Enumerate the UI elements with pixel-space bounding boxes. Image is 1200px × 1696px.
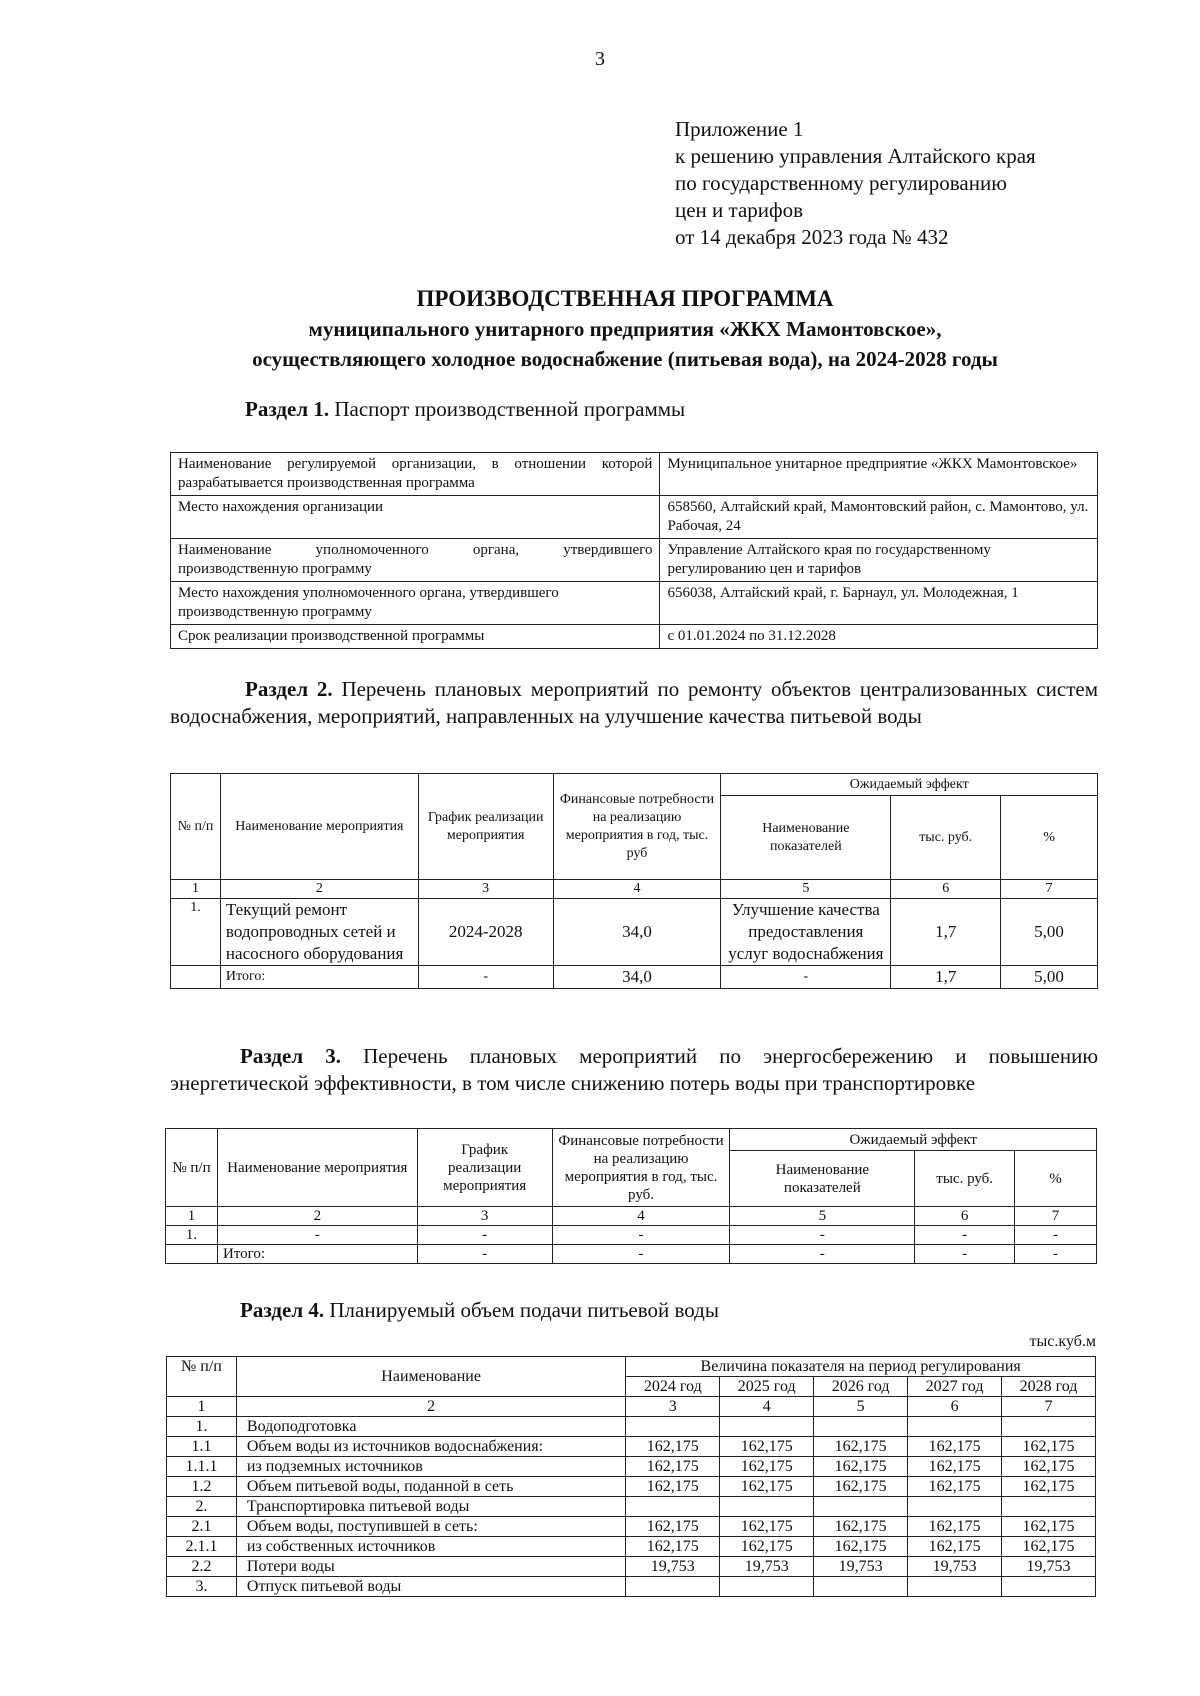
col-number: 3 [626, 1397, 720, 1417]
cell-value: 19,753 [720, 1557, 814, 1577]
cell-schedule: - [417, 1245, 552, 1264]
cell-value [626, 1577, 720, 1597]
cell-name: из собственных источников [236, 1537, 625, 1557]
col-number: 5 [721, 880, 891, 899]
passport-key: Срок реализации производственной программы [171, 625, 660, 649]
cell-value: 162,175 [626, 1537, 720, 1557]
section4-text: Планируемый объем подачи питьевой воды [329, 1298, 719, 1322]
cell-value: 162,175 [1002, 1457, 1096, 1477]
section2-text: Перечень плановых мероприятий по ремонту объектов централизованных систем водоснабжения, мероприятий, направленных на улучшение качества питьевой воды [170, 677, 1098, 728]
cell-value: 19,753 [908, 1557, 1002, 1577]
col-number: 4 [553, 880, 721, 899]
col-header-year: 2028 год [1002, 1377, 1096, 1397]
cell-value: 162,175 [908, 1537, 1002, 1557]
col-number: 6 [908, 1397, 1002, 1417]
cell-value: 162,175 [814, 1537, 908, 1557]
col-number: 6 [891, 880, 1001, 899]
unit-label: тыс.куб.м [1029, 1333, 1096, 1350]
cell-value: 162,175 [814, 1477, 908, 1497]
passport-key: Наименование уполномоченного органа, утвердившего производственную программу [171, 539, 660, 582]
section4-label: Раздел 4. [240, 1298, 325, 1322]
table-row [167, 1457, 1096, 1477]
table-row [167, 1477, 1096, 1497]
section2-heading [170, 676, 1098, 730]
page-number: 3 [595, 48, 605, 70]
title-main: ПРОИЗВОДСТВЕННАЯ ПРОГРАММА [416, 286, 834, 311]
col-number: 5 [814, 1397, 908, 1417]
energy-measures-table [165, 1128, 1097, 1264]
cell-num: 1. [171, 899, 221, 966]
table-header-row [167, 1357, 1096, 1377]
col-header-year: 2025 год [720, 1377, 814, 1397]
cell-value: 162,175 [814, 1437, 908, 1457]
cell-value: 162,175 [626, 1437, 720, 1457]
cell-num: 1.2 [167, 1477, 237, 1497]
col-number: 4 [552, 1207, 730, 1226]
table-header-row [166, 1129, 1097, 1151]
col-header-year: 2026 год [814, 1377, 908, 1397]
cell-name: из подземных источников [236, 1457, 625, 1477]
cell-schedule: 2024-2028 [418, 899, 553, 966]
cell-schedule: - [418, 966, 553, 989]
cell-value [626, 1417, 720, 1437]
cell-value: 162,175 [1002, 1477, 1096, 1497]
cell-name: Отпуск питьевой воды [236, 1577, 625, 1597]
section4-heading [240, 1297, 719, 1324]
section1-heading [245, 396, 685, 423]
appendix-line: по государственному регулированию [675, 171, 1007, 195]
cell-num: 2. [167, 1497, 237, 1517]
cell-pct: - [1015, 1245, 1097, 1264]
cell-indicator: Улучшение качества предоставления услуг водоснабжения [721, 899, 891, 966]
cell-value: 162,175 [626, 1477, 720, 1497]
col-number: 1 [171, 880, 221, 899]
passport-value: Муниципальное унитарное предприятие «ЖКХ Мамонтовское» [660, 453, 1098, 496]
cell-value [1002, 1577, 1096, 1597]
cell-name: Объем воды, поступившей в сеть: [236, 1517, 625, 1537]
col-header-indicator: Наименование показателей [730, 1151, 915, 1207]
cell-pct: 5,00 [1001, 899, 1098, 966]
cell-name: Объем питьевой воды, поданной в сеть [236, 1477, 625, 1497]
cell-num: 2.1.1 [167, 1537, 237, 1557]
col-number: 3 [418, 880, 553, 899]
cell-value: 162,175 [720, 1517, 814, 1537]
appendix-line: цен и тарифов [675, 198, 804, 222]
cell-num: 1. [166, 1226, 218, 1245]
table-header-row [171, 774, 1098, 796]
col-number: 7 [1002, 1397, 1096, 1417]
cell-value [720, 1417, 814, 1437]
cell-name: Транспортировка питьевой воды [236, 1497, 625, 1517]
col-header-num: № п/п [171, 774, 221, 880]
col-header-finance: Финансовые потребности на реализацию мероприятия в год, тыс. руб. [552, 1129, 730, 1207]
cell-name: Потери воды [236, 1557, 625, 1577]
cell-pct: - [1015, 1226, 1097, 1245]
col-number: 3 [417, 1207, 552, 1226]
col-header-effect: Ожидаемый эффект [730, 1129, 1097, 1151]
cell-rub: - [915, 1226, 1015, 1245]
table-row [167, 1437, 1096, 1457]
cell-rub: 1,7 [891, 966, 1001, 989]
table-row [171, 625, 1098, 649]
section3-heading [170, 1043, 1098, 1097]
table-row [171, 899, 1098, 966]
table-row [167, 1577, 1096, 1597]
passport-value: с 01.01.2024 по 31.12.2028 [660, 625, 1098, 649]
cell-value: 19,753 [814, 1557, 908, 1577]
cell-value [626, 1497, 720, 1517]
cell-indicator: - [730, 1226, 915, 1245]
section2-label: Раздел 2. [245, 677, 333, 701]
total-label: Итого: [217, 1245, 417, 1264]
section3-label: Раздел 3. [240, 1044, 341, 1068]
cell-value [1002, 1417, 1096, 1437]
cell-indicator: - [730, 1245, 915, 1264]
cell-finance: 34,0 [553, 966, 721, 989]
water-volume-rows [167, 1417, 1096, 1597]
appendix-header [675, 116, 1036, 251]
section3-text: Перечень плановых мероприятий по энергосбережению и повышению энергетической эффективности, в том числе снижению потерь воды при транспортировке [170, 1044, 1099, 1095]
cell-value: 162,175 [720, 1457, 814, 1477]
cell-schedule: - [417, 1226, 552, 1245]
cell-name: Водоподготовка [236, 1417, 625, 1437]
cell-value: 162,175 [1002, 1437, 1096, 1457]
table-row [167, 1557, 1096, 1577]
passport-key: Место нахождения организации [171, 496, 660, 539]
passport-value: 656038, Алтайский край, г. Барнаул, ул. Молодежная, 1 [660, 582, 1098, 625]
col-header-schedule: График реализации мероприятия [418, 774, 553, 880]
cell-value [908, 1497, 1002, 1517]
cell-num [171, 966, 221, 989]
cell-num: 1. [167, 1417, 237, 1437]
col-number: 1 [166, 1207, 218, 1226]
col-header-year: 2027 год [908, 1377, 1002, 1397]
passport-table [170, 452, 1098, 649]
cell-value: 162,175 [626, 1457, 720, 1477]
cell-value [720, 1497, 814, 1517]
document-title [150, 284, 1100, 374]
section1-label: Раздел 1. [245, 397, 330, 421]
table-row [167, 1517, 1096, 1537]
col-header-schedule: График реализации мероприятия [417, 1129, 552, 1207]
total-label: Итого: [220, 966, 418, 989]
total-row [166, 1245, 1097, 1264]
passport-value: 658560, Алтайский край, Мамонтовский район, с. Мамонтово, ул. Рабочая, 24 [660, 496, 1098, 539]
repair-measures-table [170, 773, 1098, 989]
title-line: муниципального унитарного предприятия «ЖКХ Мамонтовское», [308, 317, 942, 341]
cell-value: 162,175 [1002, 1517, 1096, 1537]
col-header-name: Наименование мероприятия [220, 774, 418, 880]
col-header-rub: тыс. руб. [891, 796, 1001, 880]
table-row [171, 539, 1098, 582]
passport-key: Место нахождения уполномоченного органа, утвердившего производственную программу [171, 582, 660, 625]
col-number: 2 [217, 1207, 417, 1226]
col-number: 5 [730, 1207, 915, 1226]
table-row [167, 1417, 1096, 1437]
table-row [167, 1497, 1096, 1517]
appendix-line: к решению управления Алтайского края [675, 144, 1036, 168]
title-line: осуществляющего холодное водоснабжение (питьевая вода), на 2024-2028 годы [252, 347, 998, 371]
cell-value: 162,175 [626, 1517, 720, 1537]
col-number: 2 [220, 880, 418, 899]
cell-value [814, 1497, 908, 1517]
appendix-line: от 14 декабря 2023 года № 432 [675, 225, 949, 249]
cell-value: 162,175 [814, 1457, 908, 1477]
total-row [171, 966, 1098, 989]
col-header-num: № п/п [166, 1129, 218, 1207]
col-header-pct: % [1015, 1151, 1097, 1207]
cell-value [908, 1417, 1002, 1437]
water-volume-table [166, 1356, 1096, 1597]
cell-num: 2.1 [167, 1517, 237, 1537]
col-header-finance: Финансовые потребности на реализацию мероприятия в год, тыс. руб [553, 774, 721, 880]
cell-name: Объем воды из источников водоснабжения: [236, 1437, 625, 1457]
column-number-row [166, 1207, 1097, 1226]
cell-value: 162,175 [908, 1517, 1002, 1537]
col-number: 4 [720, 1397, 814, 1417]
cell-rub: 1,7 [891, 899, 1001, 966]
cell-value: 162,175 [814, 1517, 908, 1537]
cell-value: 162,175 [720, 1537, 814, 1557]
cell-value [1002, 1497, 1096, 1517]
cell-num: 2.2 [167, 1557, 237, 1577]
passport-value: Управление Алтайского края по государственному регулированию цен и тарифов [660, 539, 1098, 582]
cell-value: 162,175 [908, 1477, 1002, 1497]
section1-text: Паспорт производственной программы [334, 397, 686, 421]
cell-name: - [217, 1226, 417, 1245]
cell-num [166, 1245, 218, 1264]
appendix-line: Приложение 1 [675, 117, 804, 141]
cell-finance: - [552, 1226, 730, 1245]
cell-value: 162,175 [908, 1437, 1002, 1457]
table-row [171, 496, 1098, 539]
cell-value [720, 1577, 814, 1597]
cell-num: 1.1.1 [167, 1457, 237, 1477]
passport-key: Наименование регулируемой организации, в отношении которой разрабатывается производственная программа [171, 453, 660, 496]
cell-num: 3. [167, 1577, 237, 1597]
col-number: 7 [1001, 880, 1098, 899]
col-number: 6 [915, 1207, 1015, 1226]
col-header-period: Величина показателя на период регулирования [626, 1357, 1096, 1377]
cell-name: Текущий ремонт водопроводных сетей и насосного оборудования [220, 899, 418, 966]
cell-pct: 5,00 [1001, 966, 1098, 989]
col-header-rub: тыс. руб. [915, 1151, 1015, 1207]
col-number: 1 [167, 1397, 237, 1417]
cell-value: 162,175 [720, 1477, 814, 1497]
col-header-pct: % [1001, 796, 1098, 880]
cell-value: 19,753 [626, 1557, 720, 1577]
col-number: 2 [236, 1397, 625, 1417]
cell-value: 162,175 [720, 1437, 814, 1457]
col-header-effect: Ожидаемый эффект [721, 774, 1098, 796]
table-row [171, 582, 1098, 625]
cell-value: 19,753 [1002, 1557, 1096, 1577]
cell-finance: 34,0 [553, 899, 721, 966]
cell-value [814, 1417, 908, 1437]
cell-value: 162,175 [1002, 1537, 1096, 1557]
column-number-row [171, 880, 1098, 899]
col-header-name: Наименование мероприятия [217, 1129, 417, 1207]
col-number: 7 [1015, 1207, 1097, 1226]
col-header-name: Наименование [236, 1357, 625, 1397]
column-number-row [167, 1397, 1096, 1417]
cell-indicator: - [721, 966, 891, 989]
col-header-indicator: Наименование показателей [721, 796, 891, 880]
col-header-year: 2024 год [626, 1377, 720, 1397]
cell-rub: - [915, 1245, 1015, 1264]
cell-value [908, 1577, 1002, 1597]
cell-num: 1.1 [167, 1437, 237, 1457]
cell-value: 162,175 [908, 1457, 1002, 1477]
table-row [171, 453, 1098, 496]
table-row [166, 1226, 1097, 1245]
col-header-num: № п/п [167, 1357, 237, 1397]
cell-finance: - [552, 1245, 730, 1264]
cell-value [814, 1577, 908, 1597]
table-row [167, 1537, 1096, 1557]
